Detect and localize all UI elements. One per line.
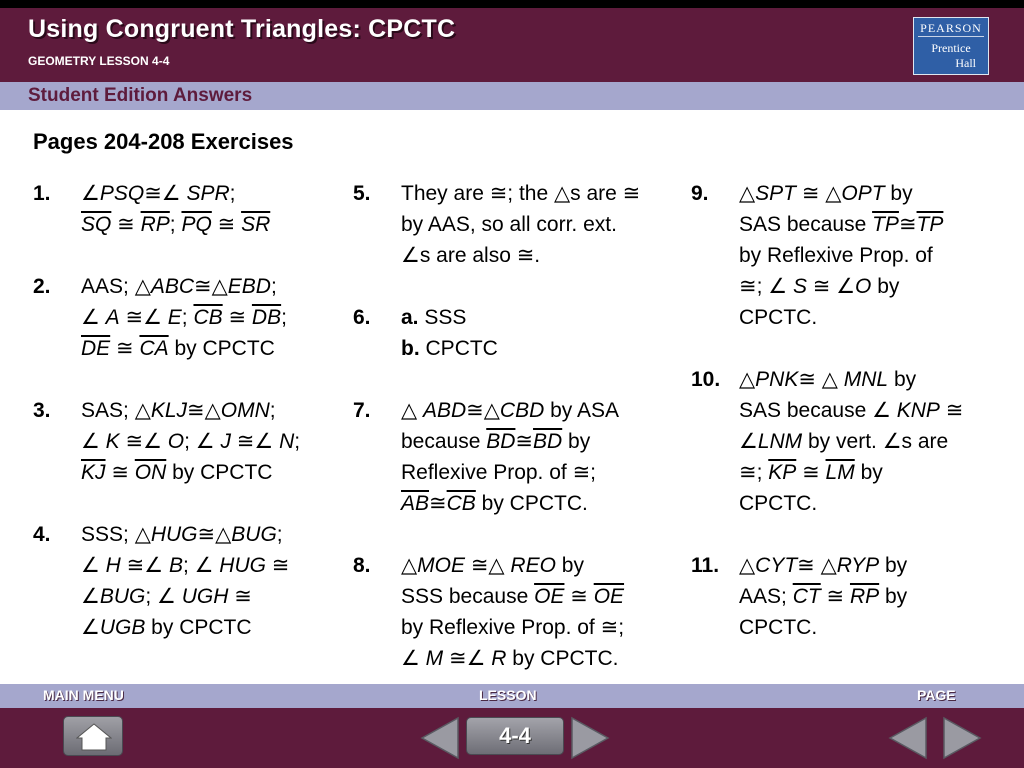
exercise-number: 11.	[691, 554, 720, 577]
exercise-4	[33, 519, 343, 643]
section-label: Student Edition Answers	[28, 85, 253, 106]
answer-line: ∠ A ≅∠ E; $\overline{CB}$ ≅ $\overline{DB}$;	[81, 306, 287, 329]
lesson-label: LESSON	[479, 687, 537, 703]
answer-line: They are ≅; the △s are ≅	[401, 182, 641, 205]
answer-line: ∠LNM by vert. ∠s are	[739, 430, 949, 453]
exercise-5	[353, 178, 683, 271]
footer-label-bar	[0, 684, 1024, 708]
main-menu-button[interactable]	[63, 716, 123, 756]
exercise-3	[33, 395, 343, 488]
page-next-button[interactable]	[942, 716, 982, 760]
answer-line: CPCTC.	[739, 492, 818, 515]
lesson-previous-button[interactable]	[420, 716, 460, 760]
exercise-number: 10.	[691, 368, 721, 391]
answer-line: because $\overline{BD}≅\overline{BD}$ by	[401, 430, 591, 453]
answer-line: $\overline{AB}≅\overline{CB}$ by CPCTC.	[401, 492, 588, 515]
page-previous-button[interactable]	[888, 716, 928, 760]
exercise-number: 2.	[33, 275, 51, 298]
answer-line: by Reflexive Prop. of	[739, 244, 933, 267]
exercise-9	[691, 178, 1011, 333]
exercise-number: 8.	[353, 554, 371, 577]
answer-line: △MOE ≅△ REO by	[401, 554, 584, 577]
answer-line: ∠ K ≅∠ O; ∠ J ≅∠ N;	[81, 430, 301, 453]
answer-line: Reflexive Prop. of ≅;	[401, 461, 597, 484]
lesson-next-button[interactable]	[570, 716, 610, 760]
exercise-10	[691, 364, 1011, 519]
arrow-left-icon	[422, 718, 458, 758]
answer-line: ∠ M ≅∠ R by CPCTC.	[401, 647, 619, 670]
answer-line: SAS because ∠ KNP ≅	[739, 399, 964, 422]
answer-line: SAS; △KLJ≅△OMN;	[81, 399, 276, 422]
answer-line: △PNK≅ △ MNL by	[739, 368, 917, 391]
exercises-heading: Pages 204-208 Exercises	[33, 129, 294, 154]
answer-line: ≅; $\overline{KP}$ ≅ $\overline{LM}$ by	[739, 461, 883, 484]
exercise-number: 9.	[691, 182, 709, 205]
answer-line: AAS; △ABC≅△EBD;	[81, 275, 277, 298]
logo-line-2: Hall	[955, 56, 976, 70]
answer-line: △ ABD≅△CBD by ASA	[401, 399, 619, 422]
page-title: Using Congruent Triangles: CPCTC	[28, 15, 456, 43]
answer-line: ≅; ∠ S ≅ ∠O by	[739, 275, 900, 298]
top-border	[0, 0, 1024, 8]
answer-line: $\overline{KJ}$ ≅ $\overline{ON}$ by CPCTC	[81, 461, 273, 484]
answer-line: CPCTC.	[739, 616, 818, 639]
section-bar	[0, 82, 1024, 110]
answers-column-2	[353, 178, 683, 705]
exercise-number: 1.	[33, 182, 51, 205]
lesson-number: 4-4	[466, 717, 564, 755]
answer-line: ∠ H ≅∠ B; ∠ HUG ≅	[81, 554, 290, 577]
logo-line-1: Prentice	[931, 41, 971, 55]
arrow-left-icon	[890, 718, 926, 758]
answers-column-3	[691, 178, 1011, 674]
lesson-subtitle: GEOMETRY LESSON 4-4	[28, 54, 170, 68]
exercise-number: 7.	[353, 399, 371, 422]
logo-brand: PEARSON	[918, 18, 984, 37]
header	[0, 0, 1024, 82]
exercise-number: 3.	[33, 399, 51, 422]
page-label: PAGE	[917, 687, 956, 703]
exercise-6	[353, 302, 683, 364]
answer-line: $\overline{SQ}$ ≅ $\overline{RP}$; $\overline{PQ}$ ≅ $\overline{SR}$	[81, 213, 271, 236]
exercise-number: 4.	[33, 523, 51, 546]
exercise-8	[353, 550, 683, 674]
answer-line: ∠UGB by CPCTC	[81, 616, 252, 639]
answer-line: ∠BUG; ∠ UGH ≅	[81, 585, 252, 608]
answer-line: b. CPCTC	[401, 337, 498, 360]
answer-line: SAS because $\overline{TP}≅\overline{TP}$	[739, 213, 944, 236]
exercise-1	[33, 178, 343, 240]
arrow-right-icon	[944, 718, 980, 758]
exercise-7	[353, 395, 683, 519]
arrow-right-icon	[572, 718, 608, 758]
answer-line: by Reflexive Prop. of ≅;	[401, 616, 625, 639]
home-icon	[76, 723, 112, 751]
exercise-number: 5.	[353, 182, 371, 205]
answer-line: a. SSS	[401, 306, 467, 329]
answers-column-1	[33, 178, 343, 674]
answer-line: △CYT≅ △RYP by	[739, 554, 908, 577]
answer-line: by AAS, so all corr. ext.	[401, 213, 617, 236]
answer-line: SSS because $\overline{OE}$ ≅ $\overline{OE}$	[401, 585, 625, 608]
answer-line: CPCTC.	[739, 306, 818, 329]
answer-line: ∠PSQ≅∠ SPR;	[81, 182, 236, 205]
exercise-number: 6.	[353, 306, 371, 329]
answer-line: $\overline{DE}$ ≅ $\overline{CA}$ by CPCTC	[81, 337, 275, 360]
answer-line: AAS; $\overline{CT}$ ≅ $\overline{RP}$ by	[739, 585, 908, 608]
answer-line: △SPT ≅ △OPT by	[739, 182, 913, 205]
exercise-11	[691, 550, 1011, 643]
publisher-logo	[913, 17, 989, 75]
main-menu-label: MAIN MENU	[43, 687, 124, 703]
answer-line: SSS; △HUG≅△BUG;	[81, 523, 283, 546]
exercise-2	[33, 271, 343, 364]
answer-line: ∠s are also ≅.	[401, 244, 541, 267]
